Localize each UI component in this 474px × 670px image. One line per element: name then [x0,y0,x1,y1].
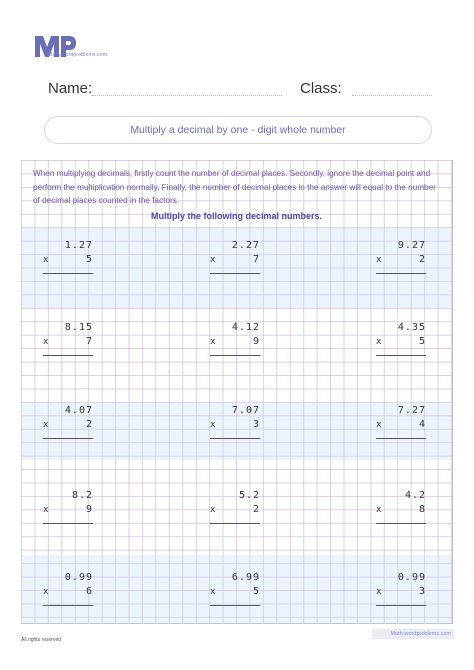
problem-multiplier: 9 [252,336,260,347]
class-field[interactable] [352,95,432,96]
problem-multiplier: 3 [418,586,426,597]
problem-4 [43,322,93,372]
problem-decimal: 0.99 [397,572,426,583]
problem-multiplier: 2 [85,419,93,430]
problem-multiplier: 6 [85,586,93,597]
problem-6 [376,322,426,372]
multiply-sign: x [43,255,49,265]
problem-decimal: 5.2 [238,490,260,501]
problem-5 [210,322,260,372]
problem-3 [376,240,426,290]
answer-line[interactable] [210,605,260,606]
answer-line[interactable] [376,605,426,606]
problem-decimal: 4.12 [231,322,260,333]
answer-line[interactable] [376,355,426,356]
name-field[interactable] [92,95,282,96]
problem-9 [376,405,426,455]
problem-13 [43,572,93,622]
multiply-sign: x [43,587,49,597]
problem-multiplier: 9 [85,504,93,515]
multiply-sign: x [210,420,216,430]
footer-site: Math-wordproblems.com [372,629,454,639]
problem-multiplier: 5 [252,586,260,597]
multiply-sign: x [376,420,382,430]
answer-line[interactable] [210,438,260,439]
answer-line[interactable] [210,355,260,356]
problem-decimal: 7.07 [231,405,260,416]
answer-line[interactable] [376,273,426,274]
answer-line[interactable] [43,438,93,439]
problem-10 [43,490,93,540]
answer-line[interactable] [376,438,426,439]
worksheet-title-box [44,116,432,144]
multiply-sign: x [376,255,382,265]
class-label: Class: [300,80,342,97]
problem-15 [376,572,426,622]
problem-decimal: 0.99 [64,572,93,583]
answer-line[interactable] [210,523,260,524]
multiply-sign: x [376,587,382,597]
problem-decimal: 8.15 [64,322,93,333]
problem-multiplier: 7 [85,336,93,347]
problem-14 [210,572,260,622]
problem-1 [43,240,93,290]
problem-decimal: 8.2 [71,490,93,501]
problem-decimal: 4.2 [404,490,426,501]
problem-multiplier: 3 [252,419,260,430]
problem-multiplier: 7 [252,254,260,265]
problem-decimal: 2.27 [231,240,260,251]
multiply-sign: x [376,505,382,515]
multiply-sign: x [376,337,382,347]
problem-multiplier: 2 [418,254,426,265]
multiply-sign: x [43,420,49,430]
multiply-sign: x [210,337,216,347]
problem-decimal: 6.99 [231,572,260,583]
problem-multiplier: 2 [252,504,260,515]
problem-11 [210,490,260,540]
multiply-sign: x [210,505,216,515]
worksheet-title: Multiply a decimal by one - digit whole number [130,124,346,136]
answer-line[interactable] [43,355,93,356]
name-label: Name: [48,80,93,97]
answer-line[interactable] [376,523,426,524]
instructions-text: When multiplying decimals, firstly count the number of decimal places. Secondly, ignore the decimal point and perform the multiplication normally. Finally, the number of decimal places in the answer will equal to the number of decimal places counted in the factors. [33,169,436,205]
problem-7 [43,405,93,455]
problem-decimal: 4.07 [64,405,93,416]
problem-12 [376,490,426,540]
problem-multiplier: 5 [85,254,93,265]
instructions-subtitle: Multiply the following decimal numbers. [150,211,322,221]
answer-line[interactable] [210,273,260,274]
problem-2 [210,240,260,290]
answer-line[interactable] [43,605,93,606]
problem-multiplier: 8 [418,504,426,515]
problem-decimal: 7.27 [397,405,426,416]
multiply-sign: x [210,255,216,265]
footer-rights: All rights reserved [21,637,62,643]
problem-multiplier: 4 [418,419,426,430]
multiply-sign: x [210,587,216,597]
answer-line[interactable] [43,273,93,274]
problem-decimal: 4.35 [397,322,426,333]
answer-line[interactable] [43,523,93,524]
logo-site-text: Math-wordproblems.com [48,52,108,58]
problem-multiplier: 5 [418,336,426,347]
problem-decimal: 1.27 [64,240,93,251]
problem-8 [210,405,260,455]
multiply-sign: x [43,337,49,347]
multiply-sign: x [43,505,49,515]
problem-decimal: 9.27 [397,240,426,251]
